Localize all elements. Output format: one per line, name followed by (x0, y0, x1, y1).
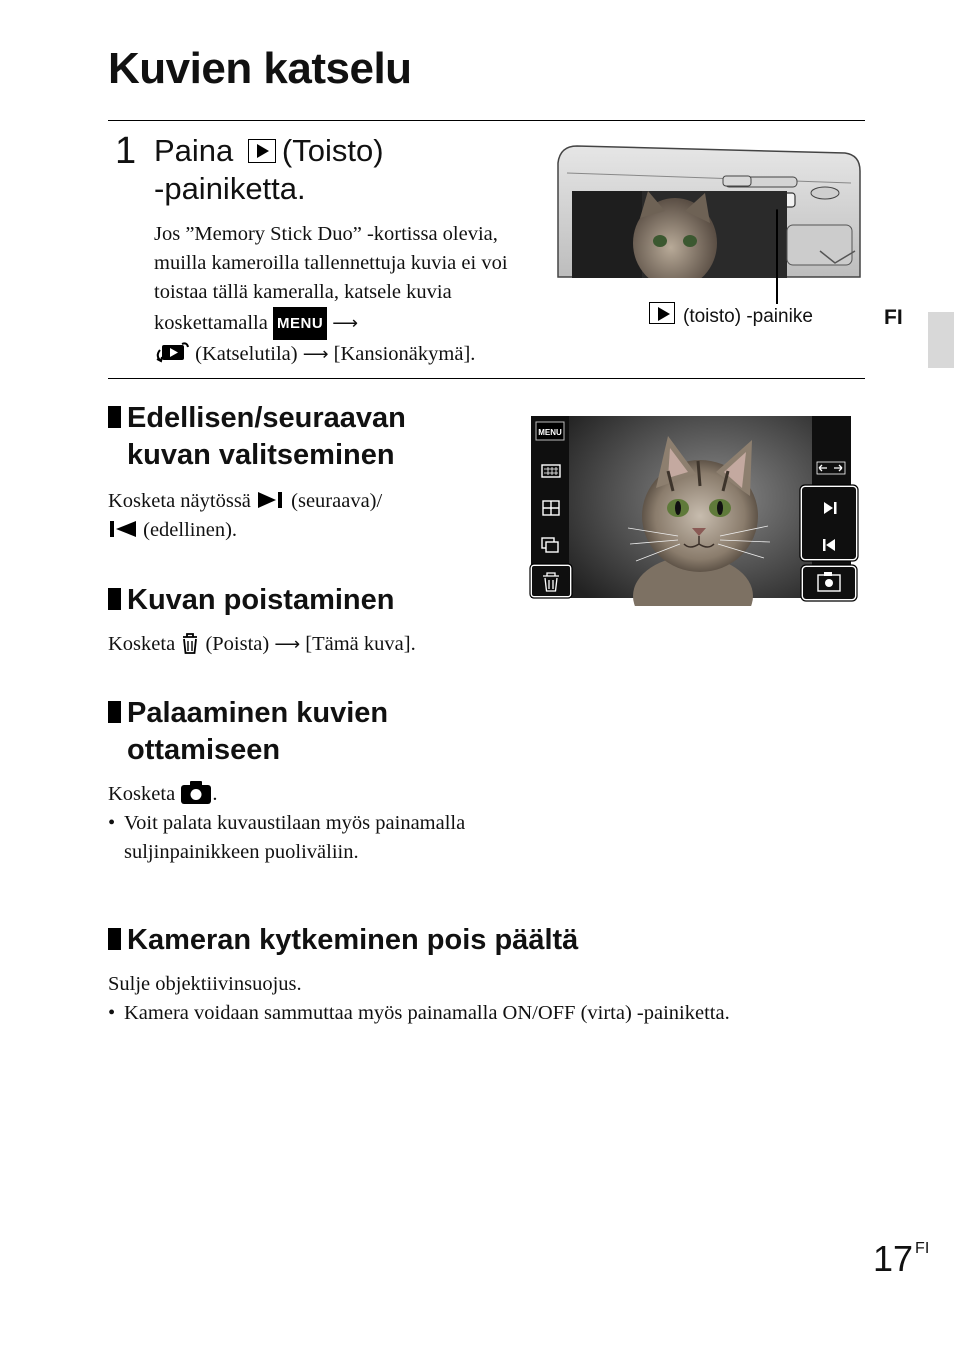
playback-icon-small (649, 302, 675, 324)
folder-view-label: [Kansionäkymä]. (333, 343, 476, 365)
language-tab-label: FI (884, 306, 903, 329)
section-heading-return: Palaaminen kuvien ottamiseen (108, 695, 388, 769)
step-heading-press: Paina (154, 133, 234, 168)
section-bullet-icon (108, 701, 121, 723)
language-tab-marker (928, 312, 954, 368)
section-heading-delete: Kuvan poistaminen (108, 582, 395, 619)
page-number: 17 $^{FI}$ (873, 1238, 930, 1279)
screen-menu-icon: MENU (538, 428, 562, 437)
list-item: • Kamera voidaan sammuttaa myös painamalla ON/OFF (virta) -painiketta. (108, 999, 868, 1028)
step-heading (154, 132, 384, 208)
arrow-icon: ⟶ (332, 313, 359, 333)
list-item: • Voit palata kuvaustilaan myös painamalla suljinpainikkeen puoliväliin. (108, 809, 468, 867)
power-off-text: Sulje objektiivinsuojus. • Kamera voidaan sammuttaa myös painamalla ON/OFF (virta) -painiketta. (108, 970, 868, 1028)
camera-illustration (555, 143, 863, 278)
camera-icon (180, 780, 212, 804)
camera-callout-label: (toisto) -painike (683, 306, 813, 327)
step-rule (108, 378, 865, 379)
arrow-icon-2: ⟶ (302, 344, 329, 364)
step-body (154, 220, 544, 369)
section-heading-power-off: Kameran kytkeminen pois päältä (108, 922, 578, 959)
prev-next-text: Kosketa näytössä (seuraava)/ (edellinen). (108, 490, 383, 541)
view-mode-label: (Katselutila) (195, 343, 298, 365)
playback-icon (248, 139, 276, 163)
next-icon (256, 491, 286, 509)
menu-icon: MENU (273, 307, 327, 340)
trash-icon (180, 632, 200, 654)
callout-leader (776, 210, 778, 304)
camera-callout (649, 302, 813, 328)
step-heading-playback: (Toisto) (281, 133, 384, 168)
return-bullets (108, 809, 468, 867)
section-bullet-icon (108, 928, 121, 950)
page-title: Kuvien katselu (108, 44, 412, 93)
section-bullet-icon (108, 588, 121, 610)
delete-text: Kosketa (Poista) ⟶ [Tämä kuva]. (108, 633, 416, 655)
section-bullet-icon (108, 406, 121, 428)
step-body-text: Jos ”Memory Stick Duo” -kortissa olevia, muilla kameroilla tallennettuja kuvia ei voi toistaa tällä kameralla, katsele kuvia koskettamalla (154, 223, 508, 334)
top-rule (108, 120, 865, 121)
previous-icon (108, 520, 138, 538)
power-off-bullets (108, 999, 868, 1028)
step-number: 1 (115, 130, 137, 172)
view-mode-icon (154, 342, 190, 364)
return-text: Kosketa . • Voit palata kuvaustilaan myös painamalla suljinpainikkeen puoliväliin. (108, 780, 468, 867)
arrow-icon-3: ⟶ (274, 634, 301, 654)
playback-screen-illustration (528, 416, 860, 606)
step-heading-button: -painiketta. (154, 171, 306, 206)
section-heading-prev-next: Edellisen/seuraavan kuvan valitseminen (108, 400, 406, 474)
